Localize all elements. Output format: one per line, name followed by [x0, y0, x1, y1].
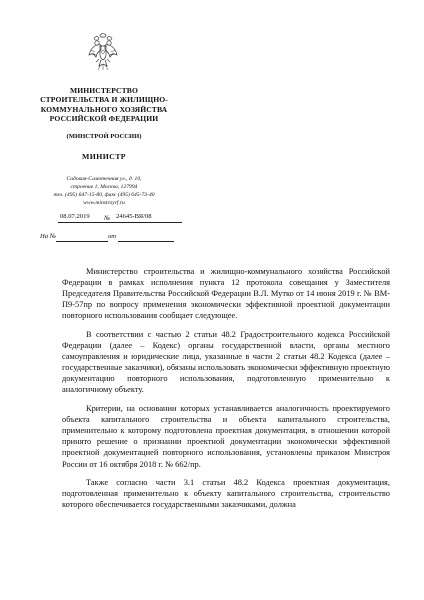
address-line: www.minstroyrf.ru — [83, 199, 125, 206]
reference-date-blank — [118, 241, 174, 242]
registration-line — [58, 213, 182, 222]
reference-number-blank — [56, 241, 108, 242]
ministry-address — [22, 176, 186, 208]
address-line: строение 1, Москва, 127994 — [70, 183, 138, 190]
ministry-name-line: МИНИСТЕРСТВО — [70, 86, 138, 95]
address-line: Садовая-Самотечная ул., д. 10, — [66, 176, 142, 182]
reference-line — [40, 233, 180, 243]
body-paragraph: Также согласно части 3.1 статьи 48.2 Кодекса проектная документация, подготовленная применительно к объекту капитального строительства, строительство которого обеспечивается государственными заказчиками, должна — [62, 478, 390, 510]
ministry-name-line: КОММУНАЛЬНОГО ХОЗЯЙСТВА — [40, 104, 168, 114]
ministry-name-line: СТРОИТЕЛЬСТВА И ЖИЛИЩНО- — [40, 95, 168, 105]
registration-date: 08.07.2019 — [60, 213, 90, 220]
reference-date-label: от — [108, 233, 117, 240]
registration-underline — [58, 222, 182, 223]
reference-number-label: На № — [40, 233, 56, 240]
letter-body — [62, 266, 390, 518]
body-paragraph: Критерии, на основании которых устанавливается аналогичность проектируемого объекта капитального строительства и объекта капитального строительства, применительно к которому подготовлена проектная документация, в отношении которой принято решение о признании проектной документации экономически эффективной проектной документацией повторного использования, установлены приказом Минстроя России от 16 октября 2018 г. № 662/пр. — [62, 404, 390, 469]
ministry-name-line: РОССИЙСКОЙ ФЕДЕРАЦИИ — [49, 114, 159, 124]
body-paragraph: Министерство строительства и жилищно-коммунального хозяйства Российской Федерации в рамках исполнения пункта 12 протокола совещания у Заместителя Председателя Правительства Российской Федерации В.Л. Мутко от 14 июня 2019 г. № ВМ-П9-57пр по вопросу применения экономически эффективной проектной документации повторного использования сообщает следующее. — [62, 267, 390, 321]
address-line: тел. (495) 647-15-80, факс (495) 645-73-40 — [53, 191, 155, 198]
russian-coat-of-arms-icon — [88, 33, 118, 71]
sender-position: МИНИСТР — [82, 152, 126, 161]
registration-number: 24645-ВЯ/08 — [116, 213, 152, 220]
body-paragraph: В соответствии с частью 2 статьи 48.2 Градостроительного кодекса Российской Федерации (далее – Кодекс) органы государственной власти, органы местного самоуправления и юридические лица, указанные в части 2 статьи 48.2 Кодекса (далее – государственные заказчики), обязаны использовать экономически эффективную проектную документацию повторного использования, подготовленную применительно к аналогичному объекту. — [62, 329, 390, 395]
ministry-name — [22, 86, 186, 124]
registration-number-mark: № — [104, 215, 111, 222]
ministry-short-name: (МИНСТРОЙ РОССИИ) — [66, 133, 142, 140]
